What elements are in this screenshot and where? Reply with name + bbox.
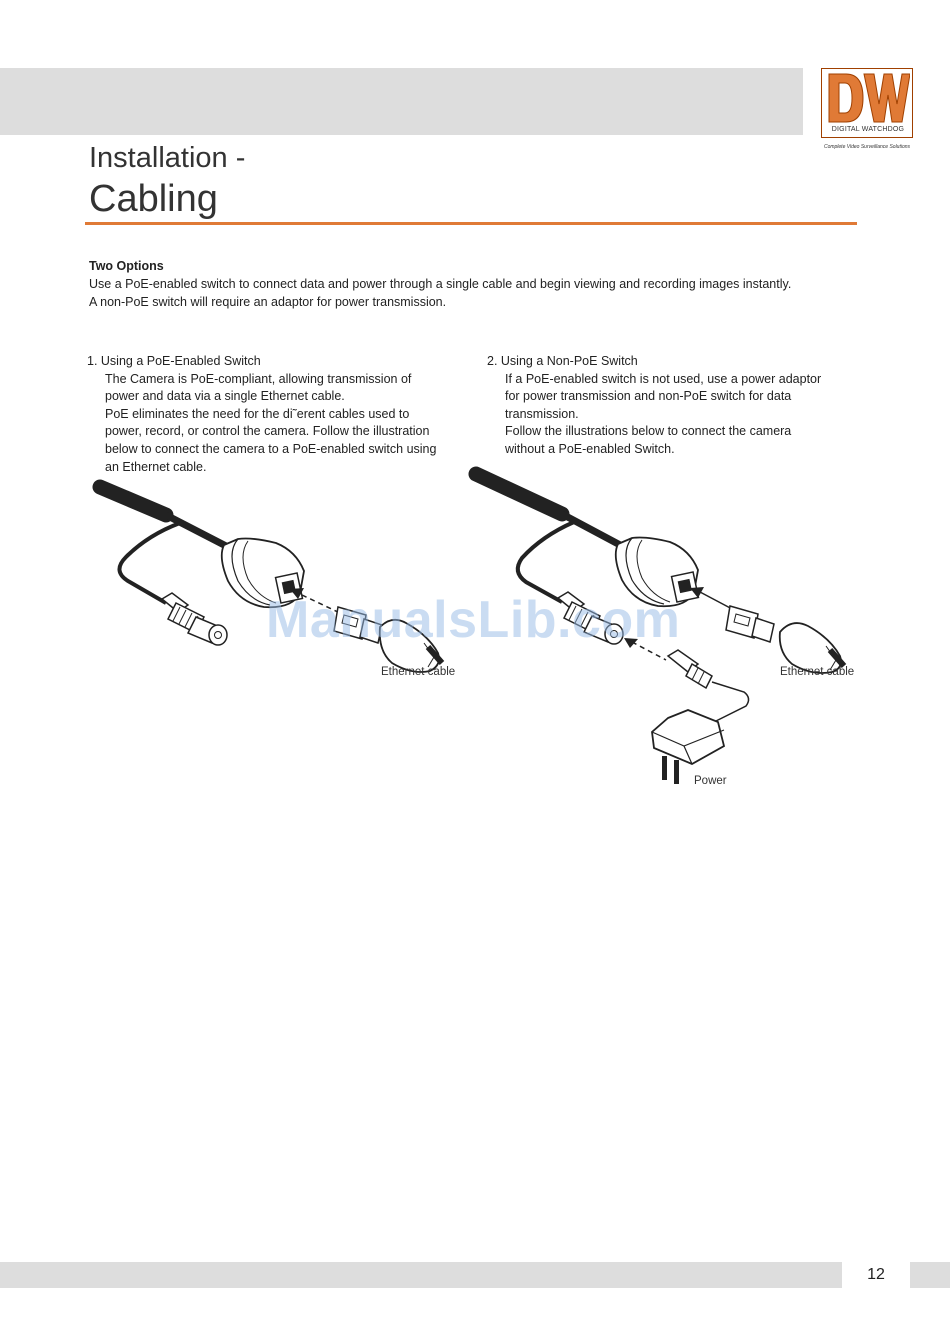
- intro-line-2: A non-PoE switch will require an adaptor for power transmission.: [89, 295, 447, 309]
- logo-tagline: Complete Video Surveillance Solutions: [823, 144, 911, 150]
- logo-frame: [821, 68, 913, 138]
- dc-jack-icon: [162, 593, 227, 645]
- watermark: ManualsLib.com: [266, 591, 681, 649]
- power-lead-icon: [119, 523, 180, 603]
- option-non-poe-heading: 2. Using a Non-PoE Switch: [487, 354, 638, 368]
- option-poe-heading: 1. Using a PoE-Enabled Switch: [87, 354, 261, 368]
- intro-block: [89, 257, 869, 311]
- logo-brand-name: DIGITAL WATCHDOG: [831, 126, 905, 133]
- poe-cabling-diagram: [88, 475, 468, 690]
- option-non-poe-body: [487, 371, 857, 459]
- option-non-poe-line: If a PoE-enabled switch is not used, use a power adaptor: [505, 371, 822, 386]
- option-poe-line: PoE eliminates the need for the di˜erent cables used to: [105, 406, 410, 421]
- dw-logo-icon: [826, 71, 910, 125]
- dc-plug-icon: [668, 650, 712, 688]
- brand-logo: [821, 68, 914, 152]
- caption-power: Power: [694, 775, 727, 787]
- option-poe-line: power, record, or control the camera. Follow the illustration: [105, 424, 430, 439]
- option-poe-line: an Ethernet cable.: [105, 459, 207, 474]
- option-poe: [87, 353, 467, 476]
- page-number: 12: [867, 1266, 885, 1283]
- intro-heading: Two Options: [89, 259, 164, 273]
- option-poe-line: The Camera is PoE-compliant, allowing transmission of: [105, 371, 412, 386]
- page-title: Cabling: [89, 178, 218, 220]
- option-non-poe-line: Follow the illustrations below to connect the camera: [505, 424, 792, 439]
- camera-cable-icon: [100, 487, 228, 547]
- power-adaptor-icon: [652, 710, 724, 784]
- option-non-poe-line: without a PoE-enabled Switch.: [505, 441, 675, 456]
- footer-band-end: [910, 1262, 950, 1288]
- ethernet-plug-icon: [726, 606, 844, 673]
- option-non-poe: [487, 353, 857, 459]
- intro-line-1: Use a PoE-enabled switch to connect data and power through a single cable and begin viewing and recording images instantly.: [89, 277, 792, 291]
- header-band: [0, 68, 803, 135]
- option-non-poe-line: transmission.: [505, 406, 579, 421]
- adaptor-cord-icon: [712, 682, 749, 722]
- option-non-poe-line: for power transmission and non-PoE switch for data: [505, 389, 792, 404]
- option-poe-line: power and data via a single Ethernet cable.: [105, 389, 345, 404]
- caption-ethernet-cable: Ethernet cable: [780, 666, 855, 678]
- connect-arrow-line: [700, 592, 734, 610]
- footer-band: [0, 1262, 842, 1288]
- page-title-section: Installation -: [89, 142, 246, 174]
- caption-ethernet-cable: Ethernet cable: [381, 666, 456, 678]
- title-rule: [85, 222, 857, 225]
- option-poe-line: below to connect the camera to a PoE-enabled switch using: [105, 441, 437, 456]
- option-poe-body: [87, 371, 467, 477]
